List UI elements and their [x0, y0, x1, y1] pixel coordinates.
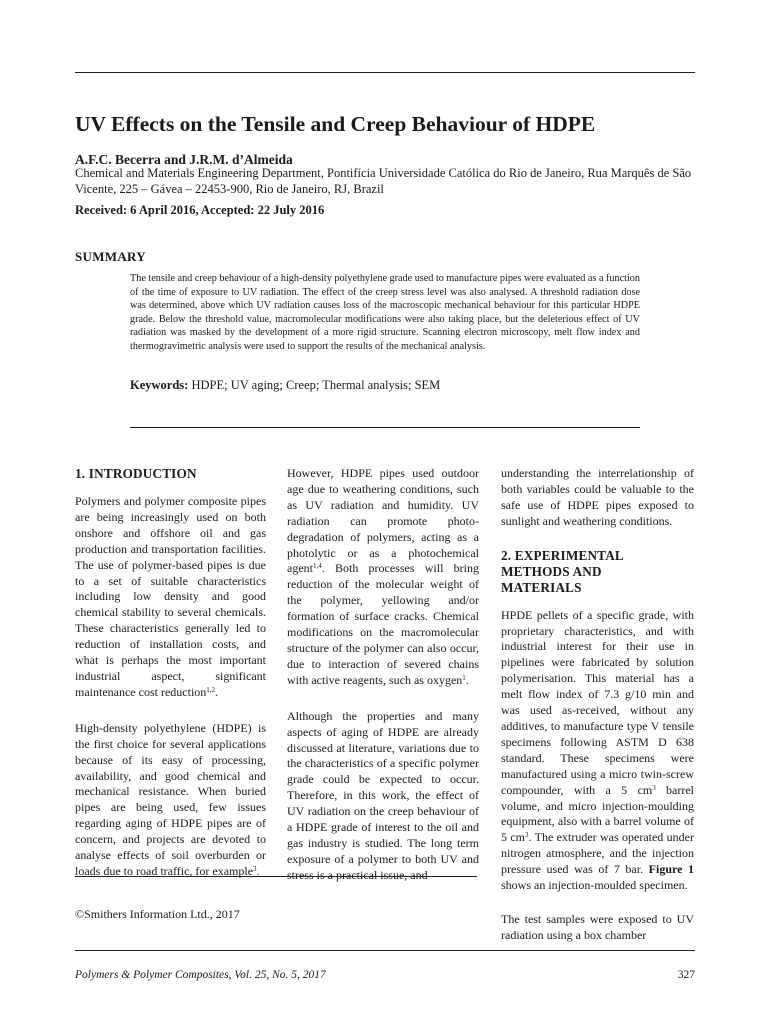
column-2 — [287, 466, 479, 899]
summary-text: The tensile and creep behaviour of a high-density polyethylene grade used to manufacture pipes were evaluated as a function of the time of exposure to UV radiation. The effect of the creep stress level was also analysed. A threshold radiation dose was determined, above which UV radiation causes loss of the macroscopic mechanical behaviour for this particular HDPE grade. Below the threshold value, macromolecular modifications were also taking place, but the deleterious effect of UV radiation was masked by the development of a more rigid structure. Scanning electron microscopy, melt flow index and thermogravimetric analysis were used to support the results of the mechanical analysis. — [130, 273, 640, 352]
footer-rule — [75, 950, 695, 951]
citation: 3 — [253, 864, 257, 873]
citation: 1,2 — [206, 685, 216, 694]
keywords-label: Keywords: — [130, 378, 189, 392]
summary-heading: SUMMARY — [75, 249, 146, 264]
journal-citation: Polymers & Polymer Composites, Vol. 25, No. 5, 2017 — [75, 969, 326, 981]
citation: 1 — [462, 673, 466, 682]
column-1 — [75, 466, 266, 895]
section-heading-introduction: 1. INTRODUCTION — [75, 466, 197, 481]
section-heading-experimental: 2. EXPERIMENTAL METHODS AND MATERIALS — [501, 547, 624, 595]
paragraph: understanding the interrelationship of both variables could be valuable to the safe use of HDPE pipes exposed to sunlight and weathering conditions. — [501, 466, 694, 528]
page-number: 327 — [677, 969, 695, 981]
paragraph: Polymers and polymer composite pipes are being increasingly used on both onshore and offshore oil and gas production and transportation facilities. The use of polymer-based pipes is due to a set of suitable characteristics including low density and good chemical stability to several chemicals. These characteristics generally led to reduction of installation costs, and what is perhaps the most important industrial aspect, significant maintenance cost reduction$^{1,2}$. — [75, 494, 266, 699]
figure-reference[interactable]: Figure 1 — [648, 862, 694, 877]
paragraph: The test samples were exposed to UV radiation using a box chamber — [501, 911, 694, 942]
keywords-list: HDPE; UV aging; Creep; Thermal analysis; SEM — [188, 378, 441, 392]
copyright-notice: ©Smithers Information Ltd., 2017 — [75, 907, 240, 921]
paragraph: Although the properties and many aspects of aging of HDPE are already discussed at literature, variations due to the characteristics of a specific polymer grade could be expected to occur. Therefore, in this work, the effect of UV radiation on the creep behaviour of a HDPE grade of interest to the oil and gas industry is studied. The long term exposure of a polymer to both UV and stress is a practical issue, and — [287, 708, 479, 882]
summary-rule — [130, 427, 640, 428]
citation: 1,4 — [313, 562, 322, 571]
received-dates: Received: 6 April 2016, Accepted: 22 July 2016 — [75, 203, 325, 217]
paragraph: However, HDPE pipes used outdoor age due to weathering conditions, such as UV radiation and humidity. UV radiation can promote photo-degradation of polymers, acting as a photolytic or as a photochemical agent$^{1,4}$. Both processes will bring reduction of the molecular weight of the polymer, yellowing and/or formation of surface cracks. Chemical modifications on the macromolecular structure of the polymer can also occur, due to interaction of severed chains with active reagents, such as oxygen$^1$. — [287, 466, 479, 687]
header-rule — [75, 72, 695, 73]
affiliation: Chemical and Materials Engineering Department, Pontifícia Universidade Católica do Rio de Janeiro, Rua Marquês de São Vicente, 225 – Gávea – 22453-900, Rio de Janeiro, RJ, Brazil — [75, 166, 692, 196]
column-3 — [501, 466, 694, 959]
authors: A.F.C. Becerra and J.R.M. d’Almeida — [75, 152, 293, 167]
paper-title: UV Effects on the Tensile and Creep Behaviour of HDPE — [75, 112, 596, 136]
paragraph: High-density polyethylene (HDPE) is the first choice for several applications because of its easy of processing, availability, and good chemical and mechanical resistance. When buried pipes are being used, few issues regarding aging of HDPE pipes are of concern, and projects are devoted to analyse effects of soil overburden or loads due to road traffic, for example$^3$. — [75, 720, 266, 878]
keywords — [130, 377, 640, 393]
paragraph: HPDE pellets of a specific grade, with proprietary characteristics, and with industrial interest for their use in pipelines were fabricated by solution polymerisation. This material has a melt flow index of 7.3 g/10 min and was used as-received, without any additives, to manufacture type V tensile specimens following ASTM D 638 standard. These specimens were manufactured using a micro twin-screw compounder, with a 5 $cm^3$ barrel volume, and micro injection-moulding equipment, also with a barrel volume of 5 $cm^3$. The extruder was operated under nitrogen atmosphere, and the injection pressure used was of 7 bar. Figure 1 shows an injection-moulded specimen. — [501, 607, 695, 893]
footnote-rule — [75, 876, 477, 877]
